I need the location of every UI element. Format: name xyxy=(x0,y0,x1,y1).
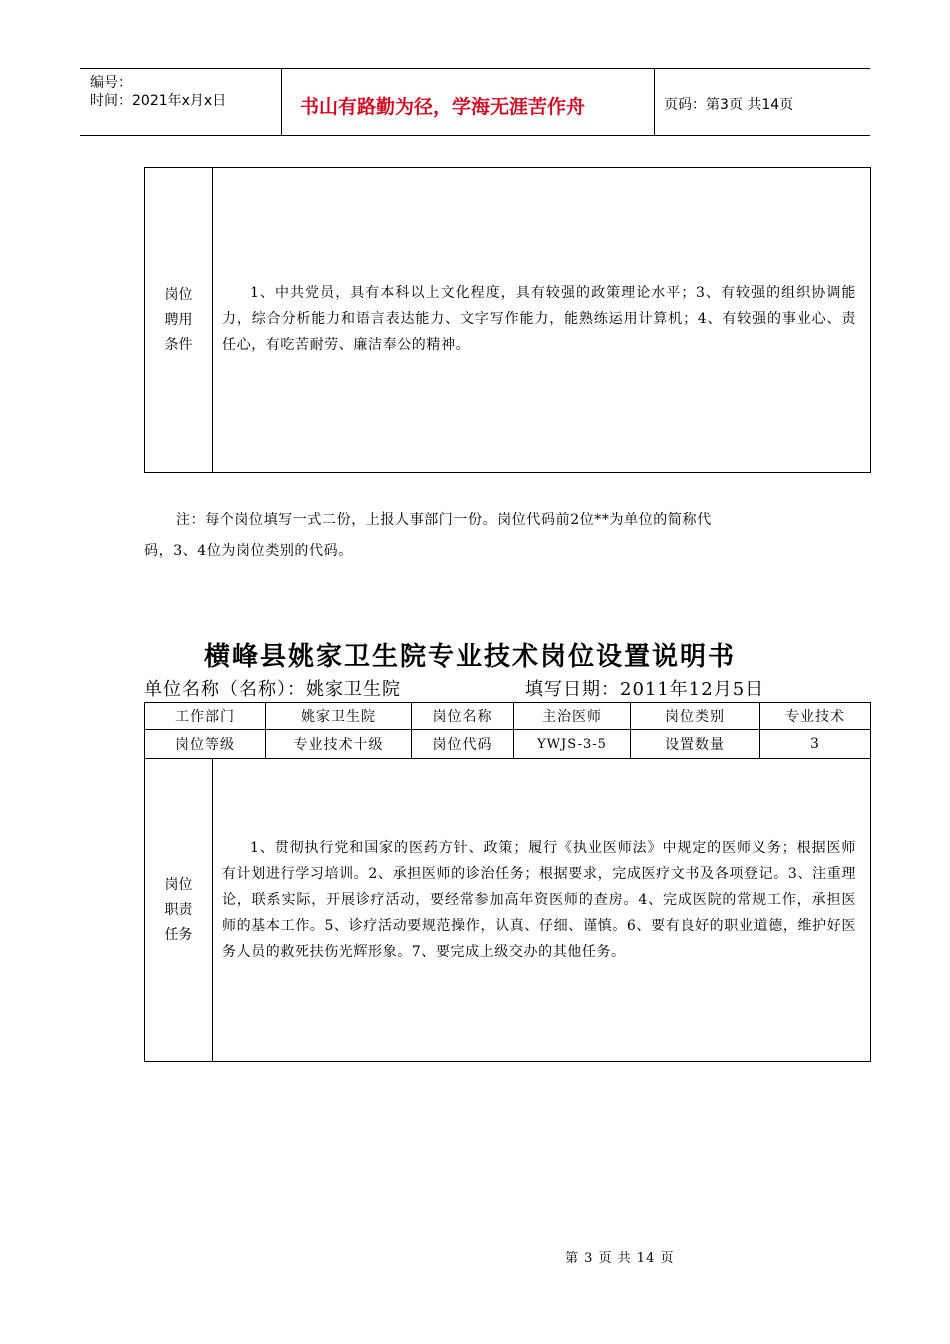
info-cell: 设置数量 xyxy=(631,730,760,759)
header-bottom-rule xyxy=(80,135,870,136)
info-cell: 岗位代码 xyxy=(412,730,514,759)
info-cell: 岗位名称 xyxy=(412,703,514,730)
info-cell: 专业技术十级 xyxy=(266,730,412,759)
info-cell: 岗位类别 xyxy=(631,703,760,730)
info-cell: 3 xyxy=(760,730,871,759)
header-motto: 书山有路勤为径，学海无涯苦作舟 xyxy=(300,96,586,118)
position-info-table xyxy=(144,702,871,759)
note-line-2: 码，3、4位为岗位类别的代码。 xyxy=(144,543,353,559)
header-top-rule xyxy=(80,68,870,69)
side-label-line: 任务 xyxy=(164,926,193,943)
responsibilities-content-cell xyxy=(213,759,871,1062)
header-date: 时间：2021年x月x日 xyxy=(90,93,227,109)
info-cell: 主治医师 xyxy=(514,703,631,730)
side-label-line: 岗位 xyxy=(164,286,193,303)
responsibilities-table xyxy=(144,759,871,1062)
recruitment-conditions-table xyxy=(144,167,871,473)
info-cell: YWJS-3-5 xyxy=(514,730,631,759)
document-title: 横峰县姚家卫生院专业技术岗位设置说明书 xyxy=(204,642,737,672)
side-label-line: 职责 xyxy=(164,901,193,918)
page-footer: 第 3 页 共 14 页 xyxy=(565,1251,675,1266)
responsibilities-side-label-cell xyxy=(145,759,213,1062)
unit-name-line: 单位名称（名称）：姚家卫生院 xyxy=(144,679,401,700)
fill-date-line: 填写日期：2011年12月5日 xyxy=(525,679,765,700)
side-label-line: 聘用 xyxy=(164,311,193,328)
info-cell: 岗位等级 xyxy=(145,730,266,759)
recruitment-side-label-cell xyxy=(145,168,213,473)
side-label-line: 岗位 xyxy=(164,876,193,893)
header-number-label: 编号： xyxy=(90,75,132,91)
info-cell: 专业技术 xyxy=(760,703,871,730)
recruitment-conditions-text: 1、中共党员，具有本科以上文化程度，具有较强的政策理论水平；3、有较强的组织协调能力，综合分析能力和语言表达能力、文字写作能力，能熟练运用计算机；4、有较强的事业心、责任心，有吃苦耐劳、廉洁奉公的精神。 xyxy=(222,285,856,353)
recruitment-content-cell xyxy=(213,168,871,473)
note-line-1: 注：每个岗位填写一式二份，上报人事部门一份。岗位代码前2位**为单位的简称代 xyxy=(176,512,712,528)
info-cell: 工作部门 xyxy=(145,703,266,730)
header-divider-left xyxy=(281,68,282,135)
header-page-info: 页码：第3页 共14页 xyxy=(664,97,794,113)
header-divider-right xyxy=(654,68,655,135)
side-label-line: 条件 xyxy=(164,336,193,353)
responsibilities-text: 1、贯彻执行党和国家的医药方针、政策；履行《执业医师法》中规定的医师义务；根据医师有计划进行学习培训。2、承担医师的诊治任务；根据要求，完成医疗文书及各项登记。3、注重理论，联系实际，开展诊疗活动，要经常参加高年资医师的查房。4、完成医院的常规工作，承担医师的基本工作。5、诊疗活动要规范操作，认真、仔细、谨慎。6、要有良好的职业道德，维护好医务人员的救死扶伤光辉形象。7、要完成上级交办的其他任务。 xyxy=(222,840,856,960)
info-cell: 姚家卫生院 xyxy=(266,703,412,730)
